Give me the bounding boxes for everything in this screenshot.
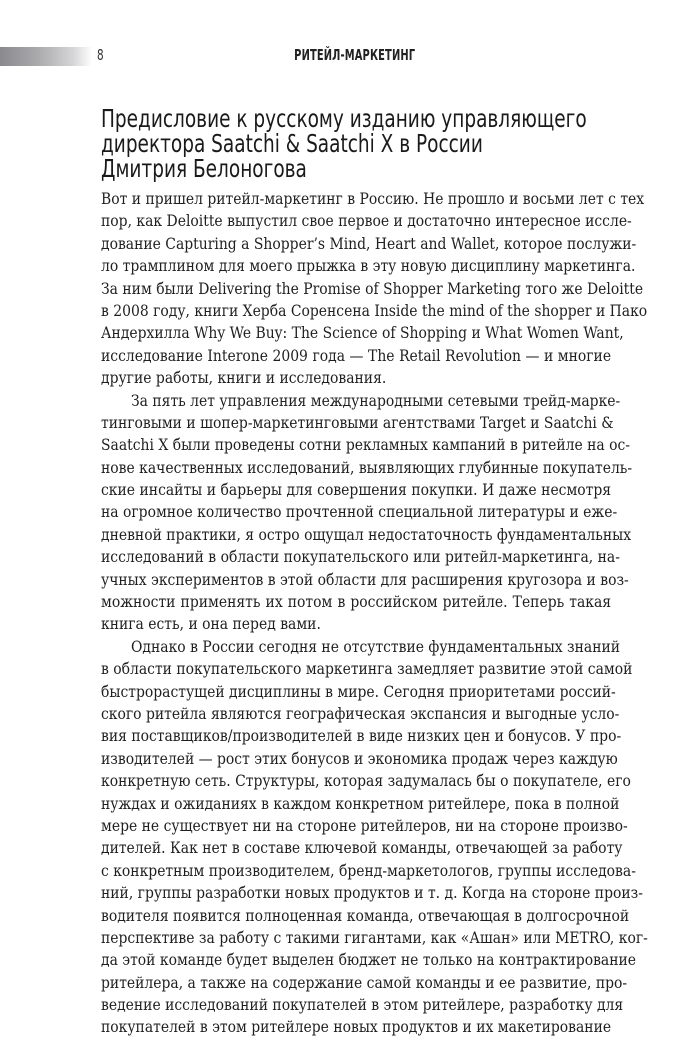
text-line: да этой команде будет выделен бюджет не только на контрактирование bbox=[101, 950, 637, 970]
text-line: на огромное количество прочтенной специальной литературы и еже- bbox=[101, 502, 618, 522]
text-line: изводителей — рост этих бонусов и экономика продаж через каждую bbox=[101, 748, 618, 768]
text-line: другие работы, книги и исследования. bbox=[101, 368, 387, 388]
text-line: ведение исследований покупателей в этом ритейлере, разработку для bbox=[101, 995, 624, 1015]
text-line: быстрорастущей дисциплины в мире. Сегодня приоритетами россий- bbox=[101, 681, 616, 701]
text-line: перспективе за работу с такими гигантами, как «Ашан» или METRO, ког- bbox=[101, 927, 648, 947]
text-line: ского ритейла являются географическая экспансия и выгодные усло- bbox=[101, 703, 620, 723]
text-line: ритейлера, а также на содержание самой команды и ее развитие, про- bbox=[101, 972, 628, 992]
body-text bbox=[101, 188, 648, 1039]
text-line: исследование Interone 2009 года — The Retail Revolution — и многие bbox=[101, 345, 612, 365]
text-line: ло трамплином для моего прыжка в эту новую дисциплину маркетинга. bbox=[101, 256, 636, 276]
paragraph-2 bbox=[101, 390, 633, 636]
text-line: учных экспериментов в этой области для расширения кругозора и воз- bbox=[101, 569, 629, 589]
text-line: дневной практики, я остро ощущал недостаточность фундаментальных bbox=[101, 524, 632, 544]
text-line: пор, как Deloitte выпустил свое первое и достаточно интересное иссле- bbox=[101, 211, 632, 231]
text-line: Saatchi X были проведены сотни рекламных кампаний в ритейле на ос- bbox=[101, 435, 631, 455]
text-line: Вот и пришел ритейл-маркетинг в Россию. Не прошло и восьми лет с тех bbox=[101, 189, 645, 208]
text-line: дителей. Как нет в составе ключевой команды, отвечающей за работу bbox=[101, 838, 623, 858]
text-line: покупателей в этом ритейлере новых продуктов и их макетирование bbox=[101, 1017, 612, 1037]
text-line: дование Capturing a Shopper’s Mind, Heart and Wallet, которое послужи- bbox=[101, 233, 637, 253]
text-line: За пять лет управления международными сетевыми трейд-марке- bbox=[131, 390, 621, 410]
text-line: За ним были Delivering the Promise of Shopper Marketing того же Deloitte bbox=[101, 278, 644, 298]
text-line: водителя появится полноценная команда, отвечающая в долгосрочной bbox=[101, 905, 630, 925]
text-line: с конкретным производителем, бренд-маркетологов, группы исследова- bbox=[101, 860, 636, 880]
text-line: Однако в России сегодня не отсутствие фундаментальных знаний bbox=[131, 636, 621, 656]
text-line: конкретную сеть. Структуры, которая задумалась бы о покупателе, его bbox=[101, 771, 631, 791]
text-line: мере не существует ни на стороне ритейлеров, ни на стороне произво- bbox=[101, 815, 628, 835]
text-line: тинговыми и шопер-маркетинговыми агентствами Target и Saatchi & bbox=[101, 412, 614, 432]
chapter-title-line: Предисловие к русскому изданию управляющего bbox=[101, 104, 587, 133]
chapter-title-line: Дмитрия Белоногова bbox=[101, 154, 307, 183]
text-line: ний, группы разработки новых продуктов и т. д. Когда на стороне произ- bbox=[101, 883, 643, 903]
text-line: нове качественных исследований, выявляющих глубинные покупатель- bbox=[101, 457, 633, 477]
paragraph-1 bbox=[101, 188, 648, 390]
chapter-title bbox=[101, 104, 587, 183]
paragraph-3 bbox=[101, 636, 648, 1039]
text-line: книга есть, и она перед вами. bbox=[101, 614, 321, 634]
text-line: нуждах и ожиданиях в каждом конкретном ритейлере, пока в полной bbox=[101, 793, 620, 813]
text-line: вия поставщиков/производителей в виде низких цен и бонусов. У про- bbox=[101, 726, 622, 746]
text-line: исследований в области покупательского или ритейл-маркетинга, на- bbox=[101, 547, 620, 567]
text-line: в области покупательского маркетинга замедляет развитие этой самой bbox=[101, 659, 633, 679]
chapter-title-line: директора Saatchi & Saatchi X в России bbox=[101, 129, 483, 158]
page-number: 8 bbox=[97, 46, 104, 64]
text-line: в 2008 году, книги Херба Соренсена Inside the mind of the shopper и Пако bbox=[101, 300, 648, 320]
running-head bbox=[0, 46, 694, 64]
text-line: Андерхилла Why We Buy: The Science of Shopping и What Women Want, bbox=[101, 323, 624, 343]
running-head-title: РИТЕЙЛ-МАРКЕТИНГ bbox=[294, 46, 416, 64]
text-line: ские инсайты и барьеры для совершения покупки. И даже несмотря bbox=[101, 480, 612, 500]
text-line: можности применять их потом в российском ритейле. Теперь такая bbox=[101, 592, 612, 612]
